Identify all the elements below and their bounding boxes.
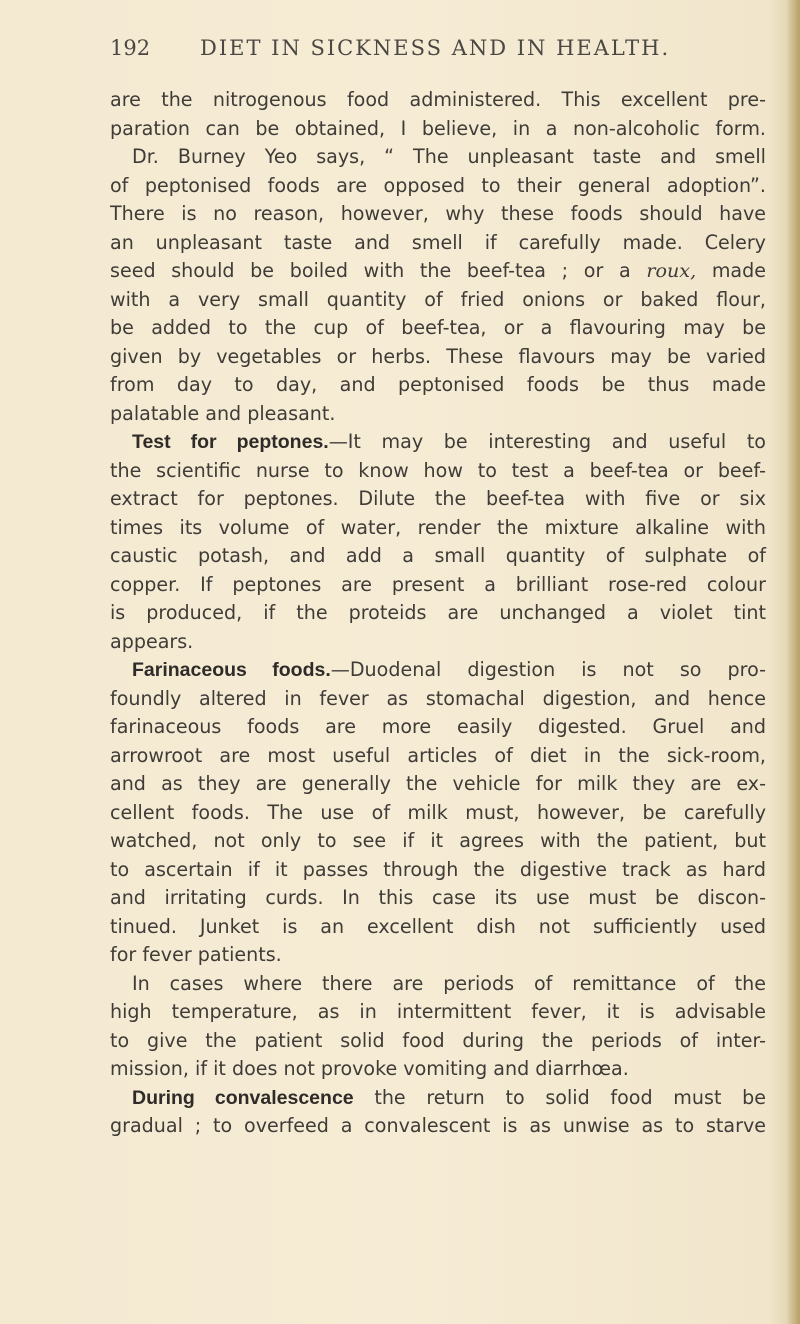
text-line: high temperature, as in intermittent fever, it is advisable: [110, 1000, 766, 1023]
text-line: for fever patients.: [110, 943, 282, 966]
text-line: is produced, if the proteids are unchanged a violet tint: [110, 601, 766, 624]
text-line: appears.: [110, 629, 194, 653]
text-line: times its volume of water, render the mixture alkaline with: [110, 515, 766, 539]
text-segment: made: [696, 259, 766, 282]
text-line: to give the patient solid food during the periods of inter-: [110, 1028, 766, 1052]
text-line: the scientific nurse to know how to test a beef-tea or beef-: [110, 458, 766, 482]
text-line: to ascertain if it passes through the digestive track as hard: [110, 857, 766, 881]
page-number: 192: [110, 36, 151, 60]
text-line: gradual ; to overfeed a convalescent is as unwise as to starve: [110, 1114, 766, 1137]
text-line: palatable and pleasant.: [110, 401, 336, 425]
section-heading: Farinaceous foods.: [132, 659, 331, 681]
text-line: tinued. Junket is an excellent dish not sufficiently used: [110, 914, 766, 938]
text-line: are the nitrogenous food administered. This excellent pre-: [110, 88, 766, 111]
text-line: copper. If peptones are present a brilliant rose-red colour: [110, 572, 766, 596]
text-line: paration can be obtained, I believe, in a non-alcoholic form.: [110, 116, 766, 140]
text-line: There is no reason, however, why these foods should have: [110, 202, 766, 225]
text-line: of peptonised foods are opposed to their general adoption”.: [110, 173, 766, 197]
text-line: and irritating curds. In this case its use must be discon-: [110, 886, 766, 909]
text-line: watched, not only to see if it agrees with the patient, but: [110, 829, 766, 852]
text-line: extract for peptones. Dilute the beef-tea with five or six: [110, 487, 766, 510]
text-line: be added to the cup of beef-tea, or a flavouring may be: [110, 316, 766, 339]
text-line: In cases where there are periods of remittance of the: [132, 971, 766, 995]
section-heading: Test for peptones.: [132, 431, 329, 453]
text-line: [110, 1084, 766, 1113]
text-line: mission, if it does not provoke vomiting and diarrhœa.: [110, 1057, 629, 1080]
text-line: arrowroot are most useful articles of diet in the sick-room,: [110, 743, 766, 767]
text-line: [110, 428, 766, 457]
text-segment: —It may be interesting and useful to: [328, 430, 766, 453]
body-text: [110, 86, 766, 1141]
text-line: [110, 257, 766, 286]
text-line: with a very small quantity of fried onions or baked flour,: [110, 287, 766, 311]
running-header: [110, 36, 750, 60]
text-line: from day to day, and peptonised foods be thus made: [110, 373, 766, 396]
text-line: given by vegetables or herbs. These flavours may be varied: [110, 344, 766, 368]
text-segment: the return to solid food must be: [353, 1085, 766, 1109]
text-line: Dr. Burney Yeo says, “ The unpleasant taste and smell: [132, 145, 766, 168]
text-segment: —Duodenal digestion is not so pro-: [330, 658, 766, 681]
text-line: cellent foods. The use of milk must, however, be carefully: [110, 800, 766, 824]
section-heading: During convalescence: [132, 1086, 354, 1109]
italic-term: roux,: [646, 259, 697, 282]
page-edge-shadow: [786, 0, 800, 1324]
running-title: DIET IN SICKNESS AND IN HEALTH.: [200, 36, 671, 60]
text-line: caustic potash, and add a small quantity of sulphate of: [110, 544, 766, 567]
text-line: foundly altered in fever as stomachal digestion, and hence: [110, 686, 766, 710]
text-line: [110, 656, 766, 685]
text-line: an unpleasant taste and smell if carefully made. Celery: [110, 230, 766, 254]
text-line: farinaceous foods are more easily digested. Gruel and: [110, 715, 766, 738]
text-line: and as they are generally the vehicle for milk they are ex-: [110, 772, 766, 795]
text-segment: seed should be boiled with the beef-tea ; or a: [110, 259, 647, 282]
